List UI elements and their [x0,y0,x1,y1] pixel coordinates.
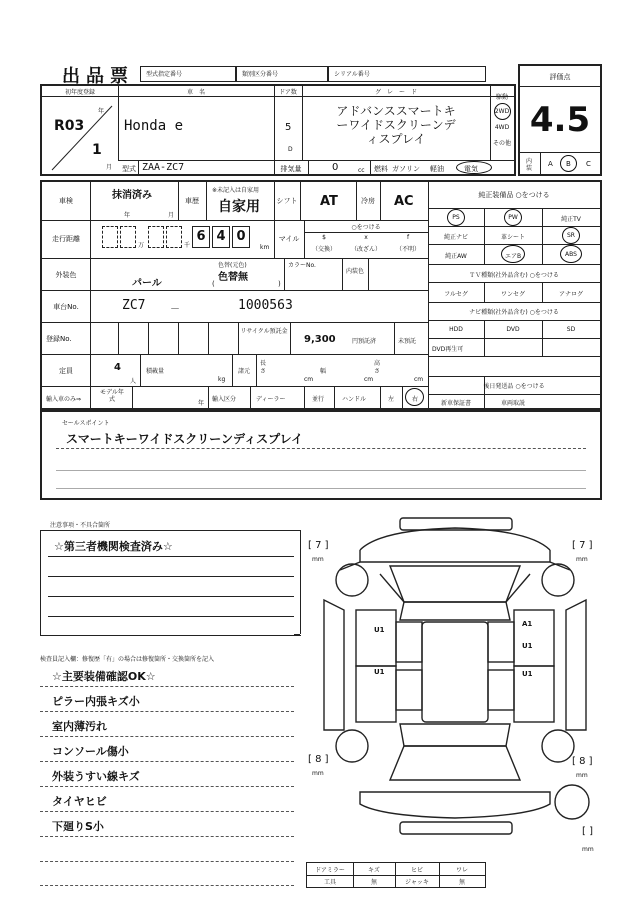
inspector-note-line [40,686,294,687]
history-value: 自家用 [218,199,260,215]
tread-front-right: [ 7 ] [572,540,593,551]
drive-label: 駆動 [495,94,508,101]
notes-line-1: ☆第三者機関検査済み☆ [54,540,173,553]
navi-hdd: HDD [449,326,463,333]
doors-value: 5 [285,122,292,133]
repaint-paren-close: ) [278,280,281,288]
mileage-swap: $ [322,234,326,241]
interior-color-label: 内装色 [346,268,365,275]
drive-other: その他 [492,140,511,147]
equip-abs-circle [560,245,582,263]
score-value: 4.5 [529,100,591,140]
navi-sd: SD [566,326,576,333]
tread-front-left: [ 7 ] [308,540,329,551]
grade-line-2: ーワイドスクリーンデ [336,118,456,132]
inspector-note-line [40,736,294,737]
accessory-door-mirror: ドアミラー [315,867,345,874]
recycle-label: リサイクル預託金 [240,328,288,335]
import-label: 輸入車のみ⇒ [46,396,82,403]
inspector-note-item: タイヤヒビ [52,795,107,808]
mileage-cell-4 [166,226,182,248]
accessory-crack: ヒビ [410,867,423,874]
grade-line-3: ィスプレイ [366,132,426,146]
car-name-label: 車 名 [186,89,205,96]
mileage-man: 万 [138,242,145,249]
history-note: ※未記入は自家用 [212,187,260,194]
damage-code-right-top: A1 [522,620,533,628]
tread-rear-right-unit: mm [576,772,588,779]
ac-value: AC [394,194,414,209]
first-reg-label: 初年度登録 [64,89,95,96]
width-label: 幅 [320,368,327,375]
first-reg-year: R03 [54,118,85,134]
mileage-cell-3 [148,226,164,248]
category-label: 類別区分番号 [242,71,279,78]
shift-value: AT [320,194,338,209]
fuel-label: 燃料 [374,165,388,173]
mileage-unknown-label: （不明） [395,246,420,253]
notes-label: 注意事項・不具合箇所 [50,522,111,529]
grade-label: グ レ ー ド [374,89,417,96]
tread-rear-left: [ 8 ] [308,754,329,765]
repaint-paren-open: ( [212,280,215,288]
after-title: 後日発送品 ○をつける [483,383,545,390]
chassis-prefix: ZC7 [122,298,146,313]
serial-box [328,66,486,82]
model-cert-box [140,66,236,82]
model-cert-label: 型式指定番号 [146,71,183,78]
chassis-dash: － [170,304,180,315]
repaint-value: 色替無 [218,272,248,283]
mileage-cell-1 [102,226,118,248]
capacity-value: 4 [114,362,121,373]
equip-airbag: エアB [504,253,522,260]
displacement-unit: cc [358,167,365,174]
displacement-label: 排気量 [280,165,302,173]
top-info-table [40,84,516,176]
damage-code-right-mid: U1 [522,642,533,650]
import-type-label: 輸入区分 [212,396,237,403]
accessory-break: ワレ [455,867,468,874]
inspector-note-item: ☆主要装備確認OK☆ [52,670,156,683]
mileage-swap-label: （交換） [311,246,336,253]
equip-tv: 純正TV [561,216,581,223]
import-dealer: ディーラー [256,396,286,403]
color-no-label: カラーNo. [288,262,316,269]
height-label: 高さ [374,360,381,375]
recycle-value: 9,300 [304,334,336,345]
tread-spare-unit: mm [582,846,594,853]
mark-note: ○をつける [351,224,381,231]
import-parallel: 並行 [312,396,325,403]
accessory-jack: ジャッキ [405,879,429,886]
mileage-digit-3: 0 [236,229,246,244]
equip-airbag-circle [501,245,525,263]
model-value: ZAA-ZC7 [142,162,185,173]
shift-label: シフト [276,197,298,205]
first-reg-month: 1 [92,142,102,158]
length-label: 長さ [260,360,267,375]
equip-pw: PW [508,214,518,221]
load-unit: kg [218,376,226,383]
interior-label: 内装 [526,158,533,172]
sheet-title: 出品票 [62,66,134,87]
navi-type-title: ナビ種類(社外品含む) ○をつける [469,309,559,316]
capacity-label: 定員 [59,367,73,375]
accessory-scratch: キズ [368,867,380,874]
fuel-diesel: 軽油 [430,165,444,173]
dvd-playback: DVD再生可 [432,346,464,353]
model-label: 型式 [122,165,136,173]
inspection-label: 車検 [59,197,73,205]
chassis-label: 車台No. [53,303,79,311]
mileage-unknown: f [406,234,410,241]
displacement-value: 0 [332,162,339,173]
damage-code-left-top: U1 [374,626,385,634]
inspection-year-unit: 年 [124,212,131,219]
tv-analog: アナログ [558,291,583,298]
equip-aw: 純正AW [445,253,467,260]
handle-right: 右 [412,396,419,403]
tread-front-right-unit: mm [576,556,588,563]
equip-leather: 革シート [500,234,525,241]
drive-2wd: 2WD [494,108,510,115]
fuel-gasoline: ガソリン [392,165,420,173]
inspector-label: 検査員記入欄：修復歴「有」の場合は修復箇所・交換箇所を記入 [40,656,215,663]
equip-abs: ABS [565,251,577,258]
accessory-jack-value: 無 [458,879,465,886]
interior-b: B [566,160,571,168]
interior-a: A [548,160,553,168]
inspection-value: 抹消済み [112,190,152,201]
tv-type-title: ＴＶ種類(社外品含む) ○をつける [469,272,559,279]
fuel-electric-circle [456,161,492,174]
chassis-number: 1000563 [238,298,293,313]
drive-2wd-circle [494,103,511,120]
equip-sr: SR [567,232,575,239]
car-name: Honda e [124,118,184,134]
inspector-note-line [40,761,294,762]
handle-label: ハンドル [342,396,367,403]
color-label: 外装色 [55,271,77,279]
interior-c: C [586,160,591,168]
score-label: 評価点 [549,73,571,81]
inspector-note-item: 室内薄汚れ [52,720,107,733]
inspector-note-item: ピラー内張キズ小 [52,695,140,708]
color-value: パール [132,278,162,289]
accessory-tools: 工具 [323,879,336,886]
category-box [236,66,328,82]
inspector-note-item: 外装うすい線キズ [52,770,140,783]
doors-label: ドア数 [279,89,297,96]
mile-label: マイル [278,235,300,243]
drive-4wd: 4WD [494,124,510,131]
mileage-modify-label: （改ざん） [350,246,381,253]
history-label: 車歴 [185,197,199,205]
inspector-note-item: 下廻りS小 [52,820,104,833]
detail-table [40,180,602,410]
interior-b-circle [560,155,577,172]
equip-pw-circle [504,209,522,226]
mileage-modify: x [364,234,368,241]
mileage-digit-1: 6 [196,229,206,244]
score-box [518,64,602,176]
after-manual: 車両取説 [500,400,525,407]
inspection-month-unit: 月 [168,212,175,219]
navi-dvd: DVD [506,326,520,333]
inspector-note-item: コンソール傷小 [52,745,129,758]
inspector-note-line [40,811,294,812]
inspector-note-line [40,861,294,862]
length-unit: cm [304,376,314,383]
first-reg-month-unit: 月 [106,164,113,171]
tv-fullseg: フルセグ [444,291,468,298]
sales-point-text: スマートキーワイドスクリーンディスプレイ [66,432,304,446]
fuel-electric: 電気 [464,165,478,173]
dims-label: 諸元 [238,368,251,375]
width-unit: cm [364,376,374,383]
first-reg-year-unit: 年 [98,108,105,115]
serial-label: シリアル番号 [334,71,370,78]
tread-front-left-unit: mm [312,556,324,563]
load-label: 積載量 [146,368,165,375]
model-year-unit: 年 [198,400,205,407]
capacity-unit: 人 [130,378,137,385]
inspector-note-line [40,885,294,886]
handle-right-circle [405,388,424,406]
equipment-title: 純正装備品 ○をつける [478,191,550,199]
registration-label: 登録No. [46,335,72,343]
mileage-digit-2: 4 [216,229,226,244]
damage-code-right-bottom: U1 [522,670,533,678]
mileage-cell-2 [120,226,136,248]
after-warranty: 新車保証書 [440,400,471,407]
grade-line-1: アドバンススマートキ [336,104,456,118]
damage-code-left-bottom: U1 [374,668,385,676]
tread-spare: [ ] [582,826,593,837]
tv-oneseg: ワンセグ [500,291,525,298]
recycle-not-deposited: 未預託 [398,338,417,345]
handle-left: 左 [388,396,395,403]
mileage-km: km [260,244,270,251]
first-reg-slash [48,100,116,174]
tread-rear-left-unit: mm [312,770,324,777]
mileage-label: 走行距離 [52,235,80,243]
car-damage-diagram [300,510,610,860]
equip-navi: 純正ナビ [443,234,468,241]
equip-ps: PS [452,214,460,221]
height-unit: cm [414,376,424,383]
sales-point-box [40,410,602,500]
inspector-note-line [40,786,294,787]
equip-ps-circle [447,209,465,226]
equip-sr-circle [562,227,580,244]
accessory-table [306,862,486,888]
recycle-deposited: 円預託済 [352,338,377,345]
accessory-tools-value: 無 [370,879,377,886]
doors-suffix: D [288,146,293,153]
sales-point-label: セールスポイント [62,420,110,427]
repaint-label: 色替(元色) [218,262,247,269]
inspector-note-line [40,711,294,712]
ac-label: 冷房 [361,197,375,205]
tread-rear-right: [ 8 ] [572,756,593,767]
inspector-note-line [40,836,294,837]
model-year-label: モデル年式 [100,389,124,403]
mileage-sen: 千 [184,242,191,249]
